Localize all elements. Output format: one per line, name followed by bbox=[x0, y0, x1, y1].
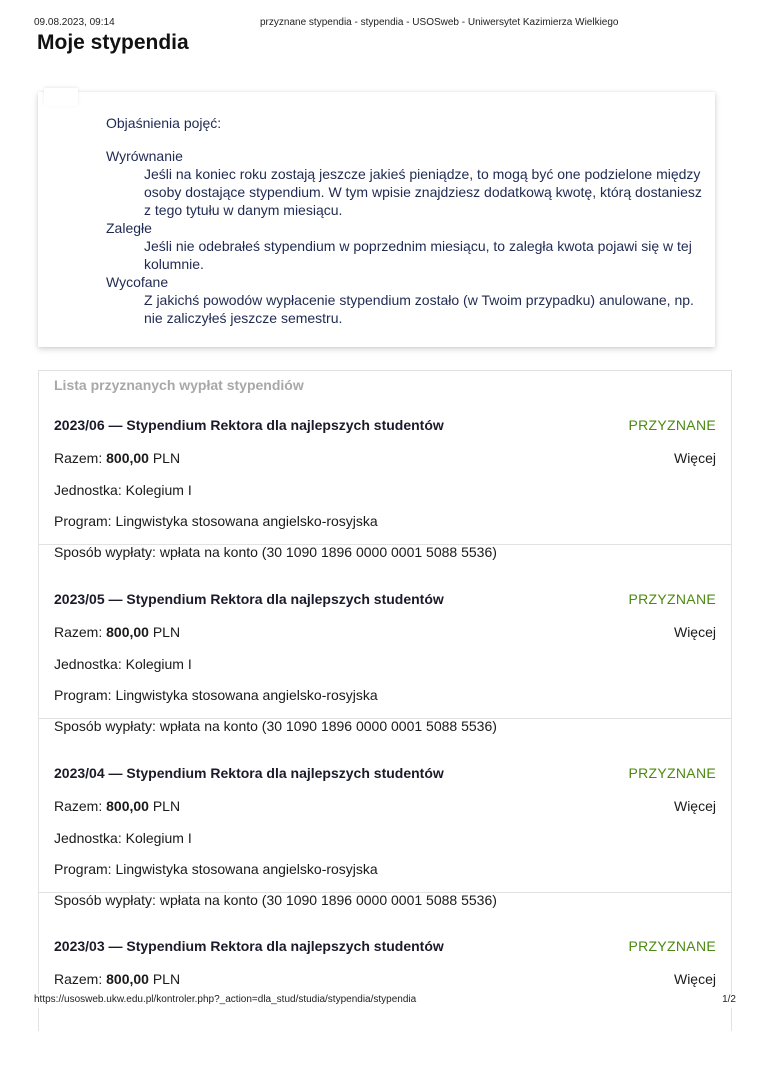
payment-method: Sposób wypłaty: wpłata na konto (30 1090 1896 0000 0001 5088 5536) bbox=[54, 892, 497, 908]
sum-currency: PLN bbox=[152, 450, 181, 466]
payment-sum bbox=[54, 798, 180, 814]
definition-wyrownanie: Jeśli na koniec roku zostają jeszcze jakieś pieniądze, to mogą być one podzielone między osoby dostające stypendium. W tym wpisie znajdziesz dodatkową kwotę, którą dostaniesz z tego tytułu w danym miesiącu. bbox=[144, 166, 702, 218]
payment-sum bbox=[54, 624, 180, 640]
status-badge: PRZYZNANE bbox=[628, 765, 716, 781]
term-zalegle: Zaległe bbox=[106, 220, 152, 236]
payment-unit: Jednostka: Kolegium I bbox=[54, 656, 192, 672]
payment-method: Sposób wypłaty: wpłata na konto (30 1090 1896 0000 0001 5088 5536) bbox=[54, 544, 497, 560]
payment-unit: Jednostka: Kolegium I bbox=[54, 482, 192, 498]
payment-method: Sposób wypłaty: wpłata na konto (30 1090 1896 0000 0001 5088 5536) bbox=[54, 718, 497, 734]
status-badge: PRZYZNANE bbox=[628, 938, 716, 954]
definition-wycofane: Z jakichś powodów wypłacenie stypendium zostało (w Twoim przypadku) anulowane, np. nie zaliczyłeś jeszcze semestru. bbox=[144, 292, 694, 326]
explanations-panel-tab bbox=[44, 88, 78, 106]
page-title: Moje stypendia bbox=[37, 31, 189, 54]
print-header bbox=[34, 17, 734, 31]
definition-zalegle: Jeśli nie odebrałeś stypendium w poprzednim miesiącu, to zaległa kwota pojawi się w tej kolumnie. bbox=[144, 238, 692, 272]
payment-program: Program: Lingwistyka stosowana angielsko-rosyjska bbox=[54, 687, 378, 703]
more-link[interactable]: Więcej bbox=[673, 624, 716, 640]
payment-sum bbox=[54, 450, 180, 466]
scholarship-payments-list bbox=[38, 370, 732, 1031]
explanations-content bbox=[106, 114, 706, 327]
sum-amount: 800,00 bbox=[106, 450, 149, 466]
status-badge: PRZYZNANE bbox=[628, 417, 716, 433]
payment-entry bbox=[39, 892, 731, 1065]
payment-title: 2023/05 — Stypendium Rektora dla najlepszych studentów bbox=[54, 591, 444, 607]
payment-entry bbox=[39, 545, 731, 734]
payment-title: 2023/03 — Stypendium Rektora dla najlepszych studentów bbox=[54, 938, 444, 954]
explanations-panel bbox=[38, 92, 715, 347]
sum-label: Razem: bbox=[54, 798, 103, 814]
sum-currency: PLN bbox=[152, 624, 181, 640]
sum-amount: 800,00 bbox=[106, 971, 149, 987]
sum-label: Razem: bbox=[54, 971, 103, 987]
list-caption: Lista przyznanych wypłat stypendiów bbox=[54, 377, 304, 393]
payment-title: 2023/04 — Stypendium Rektora dla najlepszych studentów bbox=[54, 765, 444, 781]
sum-currency: PLN bbox=[152, 798, 181, 814]
sum-label: Razem: bbox=[54, 624, 103, 640]
payment-sum bbox=[54, 971, 180, 987]
more-link[interactable]: Więcej bbox=[673, 971, 716, 987]
sum-label: Razem: bbox=[54, 450, 103, 466]
explanations-heading: Objaśnienia pojęć: bbox=[106, 115, 222, 131]
payment-entry bbox=[39, 719, 731, 908]
payment-title: 2023/06 — Stypendium Rektora dla najlepszych studentów bbox=[54, 417, 444, 433]
print-document-title: przyznane stypendia - stypendia - USOSweb - Uniwersytet Kazimierza Wielkiego bbox=[260, 17, 619, 28]
payment-unit: Jednostka: Kolegium I bbox=[54, 830, 192, 846]
payment-program: Program: Lingwistyka stosowana angielsko-rosyjska bbox=[54, 861, 378, 877]
sum-amount: 800,00 bbox=[106, 624, 149, 640]
sum-amount: 800,00 bbox=[106, 798, 149, 814]
term-wycofane: Wycofane bbox=[106, 274, 169, 290]
sum-currency: PLN bbox=[152, 971, 181, 987]
status-badge: PRZYZNANE bbox=[628, 591, 716, 607]
more-link[interactable]: Więcej bbox=[673, 450, 716, 466]
term-wyrownanie: Wyrównanie bbox=[106, 148, 183, 164]
more-link[interactable]: Więcej bbox=[673, 798, 716, 814]
payment-entry bbox=[39, 371, 731, 560]
print-page-number: 1/2 bbox=[722, 994, 736, 1005]
print-url: https://usosweb.ukw.edu.pl/kontroler.php?_action=dla_stud/studia/stypendia/stypendia bbox=[34, 994, 417, 1005]
payment-program: Program: Lingwistyka stosowana angielsko-rosyjska bbox=[54, 513, 378, 529]
print-datetime: 09.08.2023, 09:14 bbox=[34, 17, 115, 28]
print-footer bbox=[34, 994, 736, 1008]
